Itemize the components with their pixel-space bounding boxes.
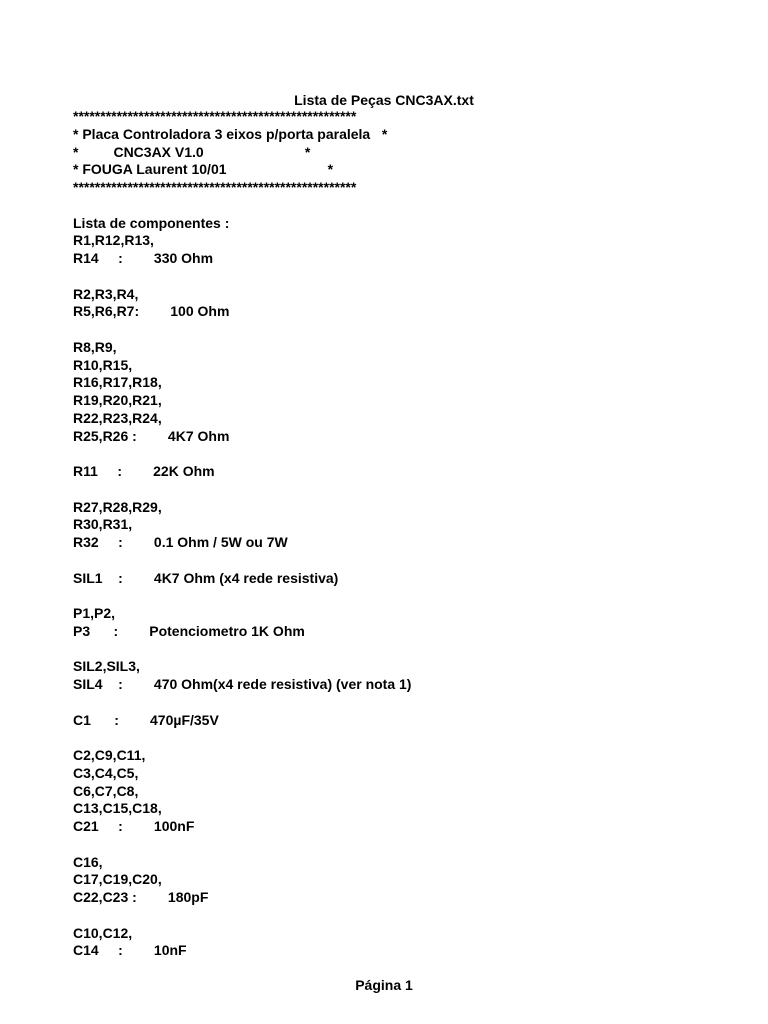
component-line: R30,R31, <box>73 516 133 533</box>
components-heading: Lista de componentes : <box>73 214 230 231</box>
document-title: Lista de Peças CNC3AX.txt <box>294 92 474 108</box>
header-line-author: * FOUGA Laurent 10/01 * <box>73 161 334 178</box>
component-line: P1,P2, <box>73 605 116 621</box>
component-line: C14 : 10nF <box>73 942 187 959</box>
component-line: SIL4 : 470 Ohm(x4 rede resistiva) (ver nota 1) <box>73 676 412 692</box>
component-line: C1 : 470µF/35V <box>73 711 219 728</box>
component-line: R1,R12,R13, <box>73 232 154 249</box>
component-line: R22,R23,R24, <box>73 409 162 426</box>
component-line: C21 : 100nF <box>73 818 195 834</box>
component-line: SIL2,SIL3, <box>73 658 140 675</box>
component-line: R32 : 0.1 Ohm / 5W ou 7W <box>73 534 288 550</box>
component-line: R19,R20,R21, <box>73 392 162 408</box>
component-line: R11 : 22K Ohm <box>73 463 215 479</box>
component-line: R5,R6,R7: 100 Ohm <box>73 303 230 320</box>
header-line-board-name: * Placa Controladora 3 eixos p/porta paralela * <box>73 125 388 142</box>
header-line-version: * CNC3AX V1.0 * <box>73 143 311 160</box>
component-line: SIL1 : 4K7 Ohm (x4 rede resistiva) <box>73 569 339 586</box>
component-line: C16, <box>73 853 103 870</box>
component-line: P3 : Potenciometro 1K Ohm <box>73 622 305 639</box>
component-line: C10,C12, <box>73 924 133 941</box>
component-line: C22,C23 : 180pF <box>73 889 209 905</box>
header-border-top: **************************************************** <box>73 108 357 124</box>
component-line: R14 : 330 Ohm <box>73 250 214 266</box>
component-line: R25,R26 : 4K7 Ohm <box>73 427 230 444</box>
component-line: R16,R17,R18, <box>73 374 162 391</box>
component-line: C2,C9,C11, <box>73 747 146 763</box>
component-line: C17,C19,C20, <box>73 871 162 888</box>
component-line: R2,R3,R4, <box>73 285 139 302</box>
component-line: R8,R9, <box>73 338 117 355</box>
component-line: C3,C4,C5, <box>73 764 139 781</box>
component-line: R10,R15, <box>73 356 133 373</box>
document-body <box>73 108 713 960</box>
header-border-bottom: **************************************************** <box>73 179 357 195</box>
page-number: Página 1 <box>355 977 413 993</box>
component-line: C6,C7,C8, <box>73 782 139 799</box>
component-line: R27,R28,R29, <box>73 498 162 515</box>
component-line: C13,C15,C18, <box>73 800 162 817</box>
